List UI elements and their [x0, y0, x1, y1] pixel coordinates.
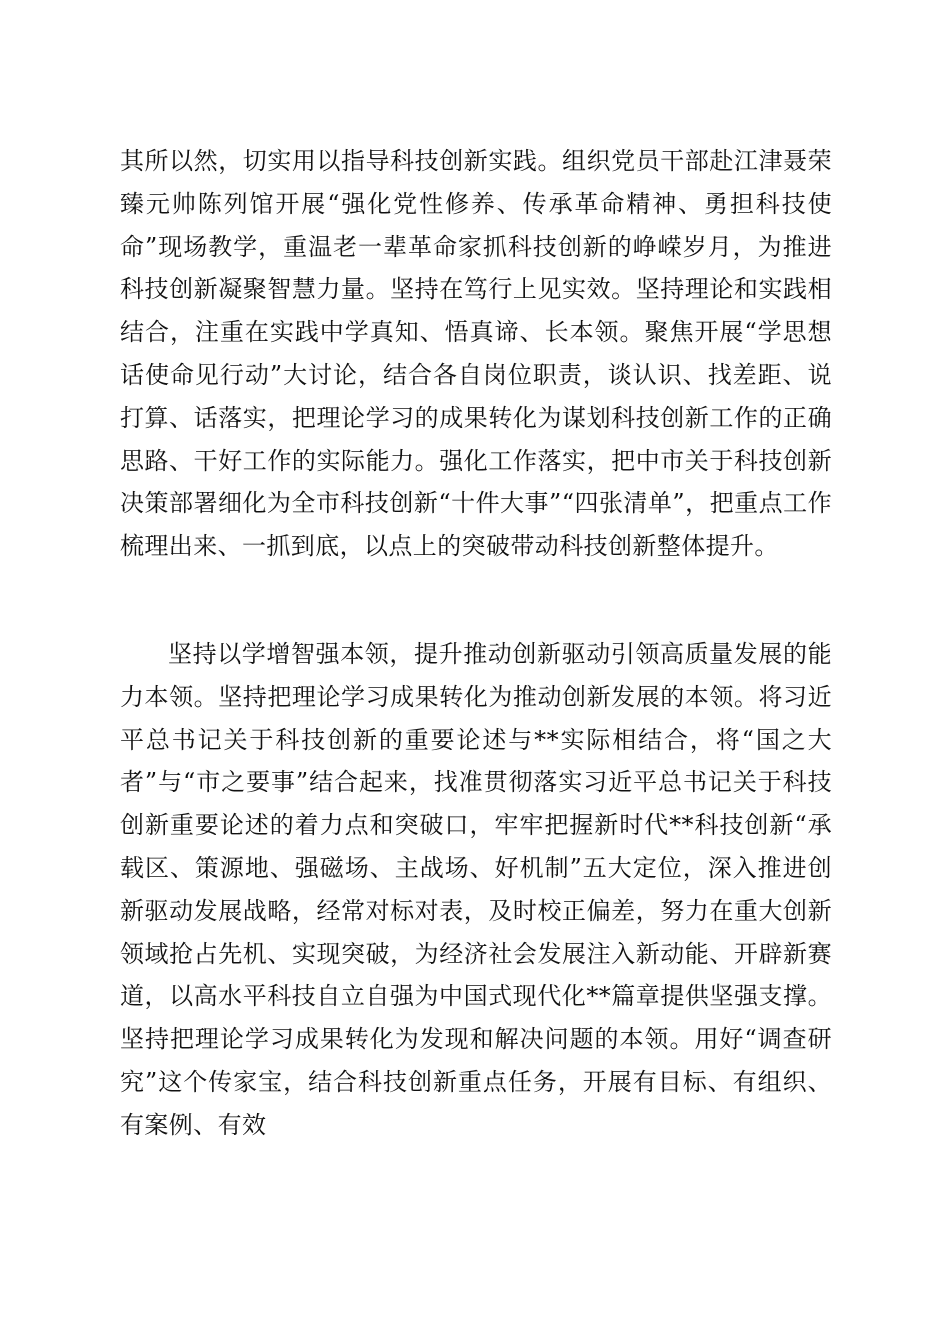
paragraph-2: 坚持以学增智强本领，提升推动创新驱动引领高质量发展的能力本领。坚持把理论学习成果转化为推动创新发展的本领。将习近平总书记关于科技创新的重要论述与**实际相结合，将“国之大者”与“市之要事”结合起来，找准贯彻落实习近平总书记关于科技创新重要论述的着力点和突破口，牢牢把握新时代**科技创新“承载区、策源地、强磁场、主战场、好机制”五大定位，深入推进创新驱动发展战略，经常对标对表，及时校正偏差，努力在重大创新领域抢占先机、实现突破，为经济社会发展注入新动能、开辟新赛道，以高水平科技自立自强为中国式现代化**篇章提供坚强支撑。坚持把理论学习成果转化为发现和解决问题的本领。用好“调查研究”这个传家宝，结合科技创新重点任务，开展有目标、有组织、有案例、有效 [120, 640, 832, 1139]
paragraph-1: 其所以然，切实用以指导科技创新实践。组织党员干部赴江津聂荣臻元帅陈列馆开展“强化党性修养、传承革命精神、勇担科技使命”现场教学，重温老一辈革命家抓科技创新的峥嵘岁月，为推进科技创新凝聚智慧力量。坚持在笃行上见实效。坚持理论和实践相结合，注重在实践中学真知、悟真谛、长本领。聚焦开展“学思想话使命见行动”大讨论，结合各自岗位职责，谈认识、找差距、说打算、话落实，把理论学习的成果转化为谋划科技创新工作的正确思路、干好工作的实际能力。强化工作落实，把中市关于科技创新决策部署细化为全市科技创新“十件大事”“四张清单”，把重点工作梳理出来、一抓到底，以点上的突破带动科技创新整体提升。 [120, 147, 832, 561]
